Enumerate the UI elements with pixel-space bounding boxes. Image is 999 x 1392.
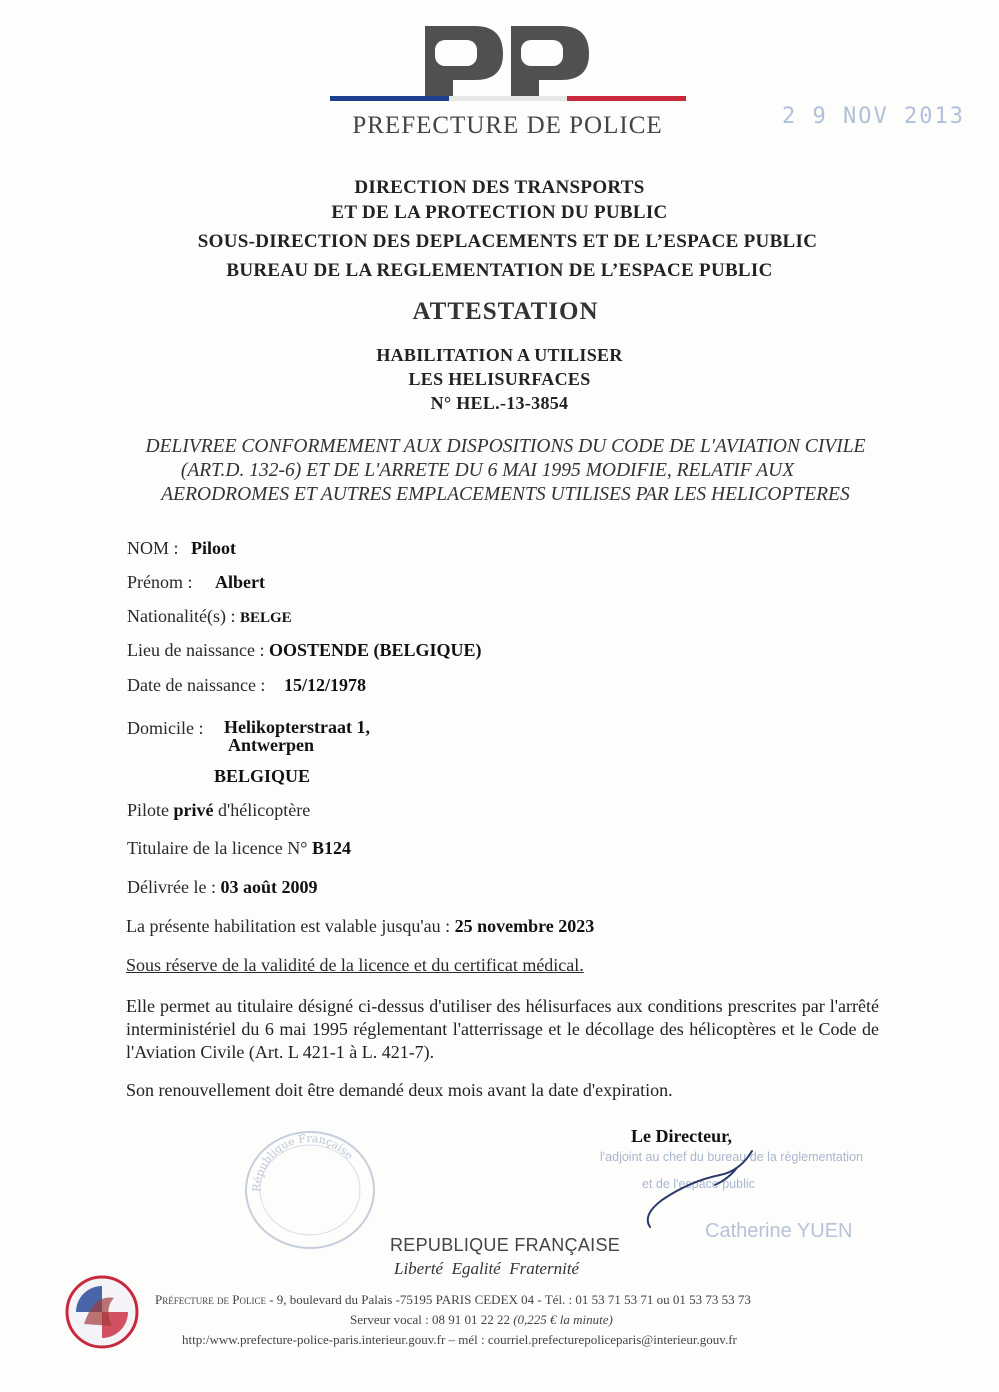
legal-basis-line: (ART.D. 132-6) ET DE L'ARRETE DU 6 MAI 1995 MODIFIE, RELATIF AUX [180, 460, 795, 481]
titulaire-label: Titulaire de la licence N° [127, 838, 308, 858]
footer-contact: http:/www.prefecture-police-paris.interieur.gouv.fr – mél : courriel.prefecturepoliceparis@interieur.gouv.fr [182, 1332, 737, 1347]
prenom-value: Albert [215, 572, 265, 592]
directorate-line: SOUS-DIRECTION DES DEPLACEMENTS ET DE L’ESPACE PUBLIC [197, 231, 818, 252]
subtitle-number: N° HEL.-13-3854 [430, 393, 569, 413]
republic-motto: Liberté Egalité Fraternité [394, 1259, 580, 1278]
official-seal-icon [240, 1122, 380, 1252]
nom-label: NOM : [127, 538, 179, 558]
directorate-line: ET DE LA PROTECTION DU PUBLIC [331, 202, 668, 223]
pilote-type [127, 800, 310, 821]
signatory-stamp-line2: et de l'espace public [642, 1177, 755, 1191]
logo-text: PREFECTURE DE POLICE [352, 112, 663, 139]
footer-phone [350, 1312, 613, 1328]
lieu-label: Lieu de naissance : [127, 640, 265, 660]
directorate-line: DIRECTION DES TRANSPORTS [354, 177, 645, 198]
pilote-pre: Pilote [127, 800, 170, 820]
marianne-emblem-icon [64, 1274, 140, 1350]
svg-text:République Française [250, 1132, 356, 1192]
delivree-value: 03 août 2009 [220, 877, 318, 897]
signatory-stamp-line1: l'adjoint au chef du bureau de la réglementation [600, 1150, 863, 1164]
legal-basis-line: DELIVREE CONFORMEMENT AUX DISPOSITIONS DU CODE DE L'AVIATION CIVILE [145, 436, 866, 457]
footer-phone-note: (0,225 € la minute) [513, 1312, 613, 1327]
directorate-line: BUREAU DE LA REGLEMENTATION DE L’ESPACE PUBLIC [226, 260, 773, 281]
subtitle-line: LES HELISURFACES [408, 369, 591, 389]
nom-value: Piloot [191, 538, 237, 558]
licence-number: B124 [311, 838, 351, 858]
signatory-name: Catherine YUEN [705, 1220, 853, 1242]
delivree-label: Délivrée le : [127, 877, 216, 897]
date-label: Date de naissance : [127, 675, 266, 695]
pilote-privilege: privé [173, 800, 214, 820]
nationalite-value: BELGE [239, 610, 292, 626]
domicile-label: Domicile : [127, 718, 204, 738]
lieu-field [127, 640, 482, 661]
validity-value: 25 novembre 2023 [454, 916, 595, 936]
prefecture-logo [325, 18, 690, 142]
signatory-title: Le Directeur, [631, 1126, 732, 1146]
date-value: 15/12/1978 [283, 675, 366, 695]
document-title: ATTESTATION [412, 298, 599, 325]
pilote-post: d'hélicoptère [218, 800, 311, 820]
validity-label: La présente habilitation est valable jusqu'au : [126, 916, 451, 936]
republic-name: REPUBLIQUE FRANÇAISE [390, 1235, 621, 1255]
seal-text: République Française [249, 1131, 356, 1193]
nationalite-field [127, 606, 292, 627]
prenom-label: Prénom : [127, 572, 193, 592]
domicile-country: BELGIQUE [214, 766, 311, 786]
subtitle-line: HABILITATION A UTILISER [376, 345, 623, 365]
date-field [127, 675, 366, 696]
lieu-value: OOSTENDE (BELGIQUE) [268, 640, 482, 660]
nom-field [127, 538, 236, 559]
reserve-note: Sous réserve de la validité de la licence et du certificat médical. [126, 955, 584, 975]
footer-org: Préfecture de Police [155, 1292, 266, 1307]
tricolor-band [330, 96, 686, 101]
footer-phone-main: Serveur vocal : 08 91 01 22 22 [350, 1312, 510, 1327]
nationalite-label: Nationalité(s) : [127, 606, 236, 626]
domicile-line2: Antwerpen [228, 735, 314, 755]
validity-field [126, 916, 594, 937]
renouvellement-note: Son renouvellement doit être demandé deux mois avant la date d'expiration. [126, 1080, 673, 1100]
titulaire-field [127, 838, 351, 859]
permet-paragraph: Elle permet au titulaire désigné ci-dessus d'utiliser des hélisurfaces aux conditions prescrites par l'arrêté interministériel du 6 mai 1995 réglementant l'atterrissage et le décollage des hélicoptères et le Code de l'Aviation Civile (Art. L 421-1 à L. 421-7). [126, 996, 879, 1062]
footer-address [155, 1292, 751, 1308]
footer-address-rest: - 9, boulevard du Palais -75195 PARIS CEDEX 04 - Tél. : 01 53 71 53 71 ou 01 53 73 53 73 [265, 1292, 751, 1307]
pp-monogram-icon [325, 18, 690, 98]
legal-basis-line: AERODROMES ET AUTRES EMPLACEMENTS UTILISES PAR LES HELICOPTERES [161, 484, 850, 505]
domicile-line1: Helikopterstraat 1, [224, 717, 370, 737]
delivree-field [127, 877, 317, 898]
date-stamp: 2 9 NOV 2013 [782, 104, 965, 129]
prenom-field [127, 572, 265, 593]
